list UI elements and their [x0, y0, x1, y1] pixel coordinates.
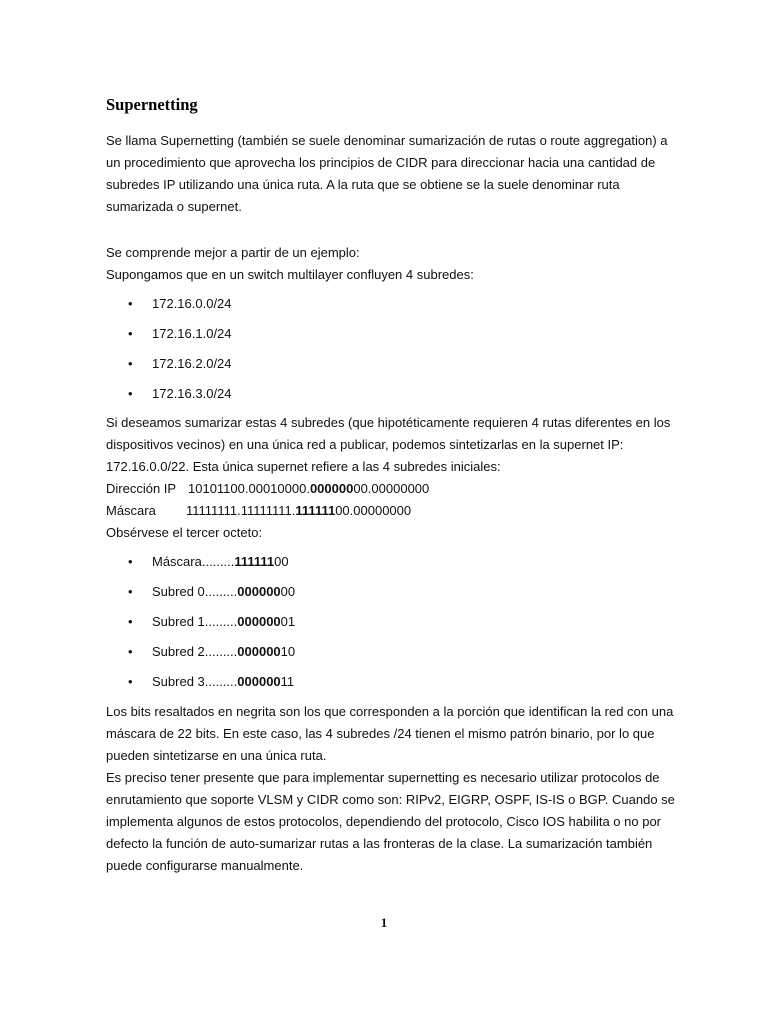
subnet-value: 172.16.2.0/24	[152, 356, 232, 371]
text-line: Es preciso tener presente que para implementar supernetting es necesario utilizar protocolos de	[106, 770, 660, 785]
mask-binary-suffix: 00.00000000	[335, 503, 412, 518]
bullet-icon: •	[128, 644, 133, 659]
bullet-icon: •	[128, 356, 133, 371]
mask-binary-prefix: 11111111.11111111.	[186, 503, 296, 518]
octet-label: Subred 2.........	[152, 644, 238, 659]
ip-binary-suffix: 00.00000000	[353, 481, 430, 496]
text-line: Supongamos que en un switch multilayer confluyen 4 subredes:	[106, 267, 474, 282]
list-item	[106, 551, 295, 581]
list-item	[106, 611, 295, 641]
closing-paragraph	[106, 701, 675, 877]
example-paragraph	[106, 242, 474, 286]
list-item	[106, 581, 295, 611]
intro-paragraph	[106, 130, 668, 218]
octet-rest: 01	[280, 614, 296, 629]
subnet-value: 172.16.1.0/24	[152, 326, 232, 341]
bullet-icon: •	[128, 296, 133, 311]
octet-label: Subred 0.........	[152, 584, 238, 599]
bullet-icon: •	[128, 674, 133, 689]
octet-list	[106, 551, 295, 701]
octet-highlight: 000000	[237, 614, 281, 629]
text-line: puede configurarse manualmente.	[106, 858, 304, 873]
text-line: defecto la función de auto-sumarizar rutas a las fronteras de la clase. La sumarización también	[106, 836, 653, 851]
octet-label: Subred 1.........	[152, 614, 238, 629]
text-line: pueden sintetizarse en una única ruta.	[106, 748, 327, 763]
octet-label: Subred 3.........	[152, 674, 238, 689]
octet-label: Máscara.........	[152, 554, 235, 569]
text-line: sumarizada o supernet.	[106, 199, 242, 214]
octet-rest: 00	[280, 584, 296, 599]
bullet-icon: •	[128, 386, 133, 401]
list-item	[106, 323, 232, 353]
text-line: dispositivos vecinos) en una única red a publicar, podemos sintetizarlas en la supernet IP:	[106, 437, 624, 452]
text-line: un procedimiento que aprovecha los principios de CIDR para direccionar hacia una cantidad de	[106, 155, 656, 170]
list-item	[106, 353, 232, 383]
text-line: Obsérvese el tercer octeto:	[106, 525, 263, 540]
octet-highlight: 000000	[237, 584, 281, 599]
text-line: máscara de 22 bits. En este caso, las 4 subredes /24 tienen el mismo patrón binario, por lo que	[106, 726, 655, 741]
list-item	[106, 293, 232, 323]
octet-highlight: 000000	[237, 644, 281, 659]
octet-highlight: 000000	[237, 674, 281, 689]
list-item	[106, 641, 295, 671]
subnet-value: 172.16.0.0/24	[152, 296, 232, 311]
text-line: Si deseamos sumarizar estas 4 subredes (que hipotéticamente requieren 4 rutas diferentes en los	[106, 415, 671, 430]
text-line: Se comprende mejor a partir de un ejemplo:	[106, 245, 360, 260]
text-line: Los bits resaltados en negrita son los que corresponden a la porción que identifican la red con una	[106, 704, 674, 719]
mask-line	[106, 500, 670, 522]
mask-binary-highlight: 111111	[295, 503, 336, 518]
list-item	[106, 383, 232, 413]
text-line: 172.16.0.0/22. Esta única supernet refiere a las 4 subredes iniciales:	[106, 459, 501, 474]
subnet-list	[106, 293, 232, 413]
text-line: subredes IP utilizando una única ruta. A la ruta que se obtiene se la suele denominar ruta	[106, 177, 620, 192]
mask-label: Máscara	[106, 503, 156, 518]
subnet-value: 172.16.3.0/24	[152, 386, 232, 401]
bullet-icon: •	[128, 584, 133, 599]
list-item	[106, 671, 295, 701]
bullet-icon: •	[128, 326, 133, 341]
bullet-icon: •	[128, 614, 133, 629]
text-line: enrutamiento que soporte VLSM y CIDR como son: RIPv2, EIGRP, OSPF, IS-IS o BGP. Cuando se	[106, 792, 675, 807]
summary-paragraph	[106, 412, 670, 544]
page-title: Supernetting	[106, 95, 198, 114]
octet-highlight: 111111	[234, 554, 275, 569]
ip-address-line	[106, 478, 670, 500]
octet-rest: 00	[274, 554, 289, 569]
octet-rest: 11	[280, 674, 295, 689]
page-number: 1	[380, 915, 388, 930]
bullet-icon: •	[128, 554, 133, 569]
ip-label: Dirección IP	[106, 481, 177, 496]
text-line: implementa algunos de estos protocolos, dependiendo del protocolo, Cisco IOS habilita o no por	[106, 814, 662, 829]
ip-binary-highlight: 000000	[309, 481, 354, 496]
octet-rest: 10	[280, 644, 296, 659]
ip-binary-prefix: 10101100.00010000.	[188, 481, 310, 496]
text-line: Se llama Supernetting (también se suele denominar sumarización de rutas o route aggregation) a	[106, 133, 668, 148]
